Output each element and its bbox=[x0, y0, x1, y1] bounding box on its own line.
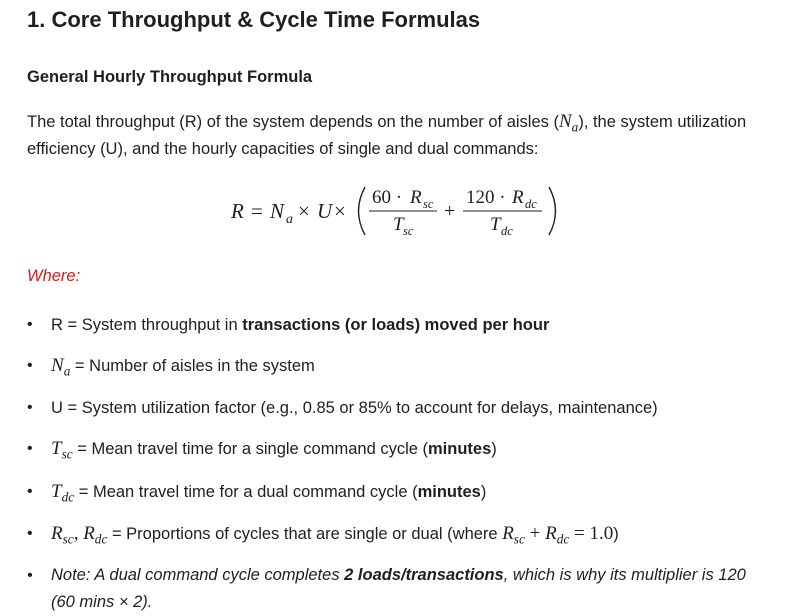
def-tsc-text-a: = Mean travel time for a single command cycle ( bbox=[72, 440, 429, 458]
formula-num2-var: R bbox=[512, 187, 524, 208]
def-tdc-var-sub: dc bbox=[61, 489, 75, 505]
bullet-icon: • bbox=[27, 567, 33, 584]
note-text-a: Note: A dual command cycle completes bbox=[51, 566, 345, 584]
intro-paragraph bbox=[27, 108, 777, 163]
formula-num1-var: R bbox=[410, 187, 422, 208]
intro-text-b: ), the system utilization efficiency (U), and the hourly capacities of single and dual commands: bbox=[27, 113, 747, 158]
def-tdc-var-base: T bbox=[51, 481, 62, 502]
subsection-heading: General Hourly Throughput Formula bbox=[27, 68, 313, 86]
formula-times-2: × bbox=[334, 199, 346, 223]
def-props-eq-var2-base: R bbox=[545, 523, 557, 544]
def-na-var-sub: a bbox=[63, 363, 71, 379]
def-rdc-sub: dc bbox=[94, 531, 108, 547]
def-tsc-bold: minutes bbox=[428, 440, 492, 458]
def-u-text: U = System utilization factor (e.g., 0.85 or 85% to account for delays, maintenance) bbox=[51, 399, 658, 417]
def-rsc-sub: sc bbox=[62, 531, 74, 547]
note-bold: 2 loads/transactions bbox=[344, 566, 504, 584]
def-na-var bbox=[51, 355, 71, 379]
def-tdc-bold: minutes bbox=[417, 483, 481, 501]
formula-den1-var: T bbox=[393, 214, 404, 235]
section-heading: 1. Core Throughput & Cycle Time Formulas bbox=[27, 7, 481, 32]
formula-equals: = bbox=[251, 199, 263, 223]
def-na-var-base: N bbox=[51, 355, 64, 376]
formula-den2-var: T bbox=[490, 214, 501, 235]
def-props-eq-plus: + bbox=[524, 523, 546, 544]
bullet-icon: • bbox=[27, 316, 33, 333]
def-props-eq-var1-base: R bbox=[502, 523, 514, 544]
intro-var-na-base: N bbox=[558, 111, 572, 132]
formula-num2-sub: dc bbox=[525, 197, 537, 211]
def-na-text: = Number of aisles in the system bbox=[70, 357, 315, 375]
intro-var-na bbox=[558, 111, 579, 135]
def-props-eq-var2 bbox=[545, 523, 570, 547]
def-rdc-var bbox=[83, 523, 108, 547]
def-rsc-base: R bbox=[51, 523, 63, 544]
intro-text-a: The total throughput (R) of the system depends on the number of aisles ( bbox=[27, 113, 559, 131]
def-rdc-base: R bbox=[83, 523, 95, 544]
def-tsc-var-base: T bbox=[51, 438, 62, 459]
formula-plus: + bbox=[444, 200, 456, 222]
def-tdc-text-a: = Mean travel time for a dual command cycle ( bbox=[74, 483, 418, 501]
bullet-icon: • bbox=[27, 399, 33, 416]
formula-num1-sub: sc bbox=[423, 197, 434, 211]
bullet-icon: • bbox=[27, 525, 33, 542]
where-label: Where: bbox=[27, 267, 81, 285]
formula-den1-sub: sc bbox=[403, 224, 414, 238]
formula-lhs: R bbox=[231, 199, 244, 223]
formula-na: N bbox=[270, 199, 285, 223]
bullet-icon: • bbox=[27, 357, 33, 374]
bullet-icon: • bbox=[27, 483, 33, 500]
formula-num1-coef: 60 · bbox=[372, 187, 403, 208]
note-text-b: , which is why its multiplier is 120 (60 mins × 2). bbox=[51, 566, 746, 611]
def-rsc-var bbox=[51, 523, 74, 547]
def-tsc-var-sub: sc bbox=[61, 446, 73, 462]
formula-num2-coef: 120 · bbox=[466, 187, 506, 208]
formula-na-sub: a bbox=[286, 212, 293, 227]
def-props-close: ) bbox=[613, 525, 619, 543]
def-r-text: R = System throughput in bbox=[51, 316, 243, 334]
def-tdc-var bbox=[51, 481, 75, 505]
formula-left-paren bbox=[359, 187, 366, 235]
formula-right-paren bbox=[549, 187, 556, 235]
def-r-bold: transactions (or loads) moved per hour bbox=[242, 316, 550, 334]
def-props-text: = Proportions of cycles that are single or dual (where bbox=[107, 525, 503, 543]
formula-times-1: × bbox=[298, 199, 310, 223]
def-props-comma: , bbox=[73, 523, 84, 544]
def-props-eq-var1-sub: sc bbox=[513, 531, 525, 547]
intro-var-na-sub: a bbox=[571, 119, 579, 135]
bullet-icon: • bbox=[27, 440, 33, 457]
def-tsc-text-b: ) bbox=[491, 440, 497, 458]
def-tsc-var bbox=[51, 438, 73, 462]
formula-u: U bbox=[317, 199, 333, 223]
def-tdc-text-b: ) bbox=[480, 483, 487, 501]
def-props-eq-var2-sub: dc bbox=[556, 531, 570, 547]
throughput-formula bbox=[0, 178, 800, 248]
formula-den2-sub: dc bbox=[501, 224, 513, 238]
def-props-eq-var1 bbox=[502, 523, 525, 547]
def-props-eq-rest: = 1.0 bbox=[569, 523, 614, 544]
